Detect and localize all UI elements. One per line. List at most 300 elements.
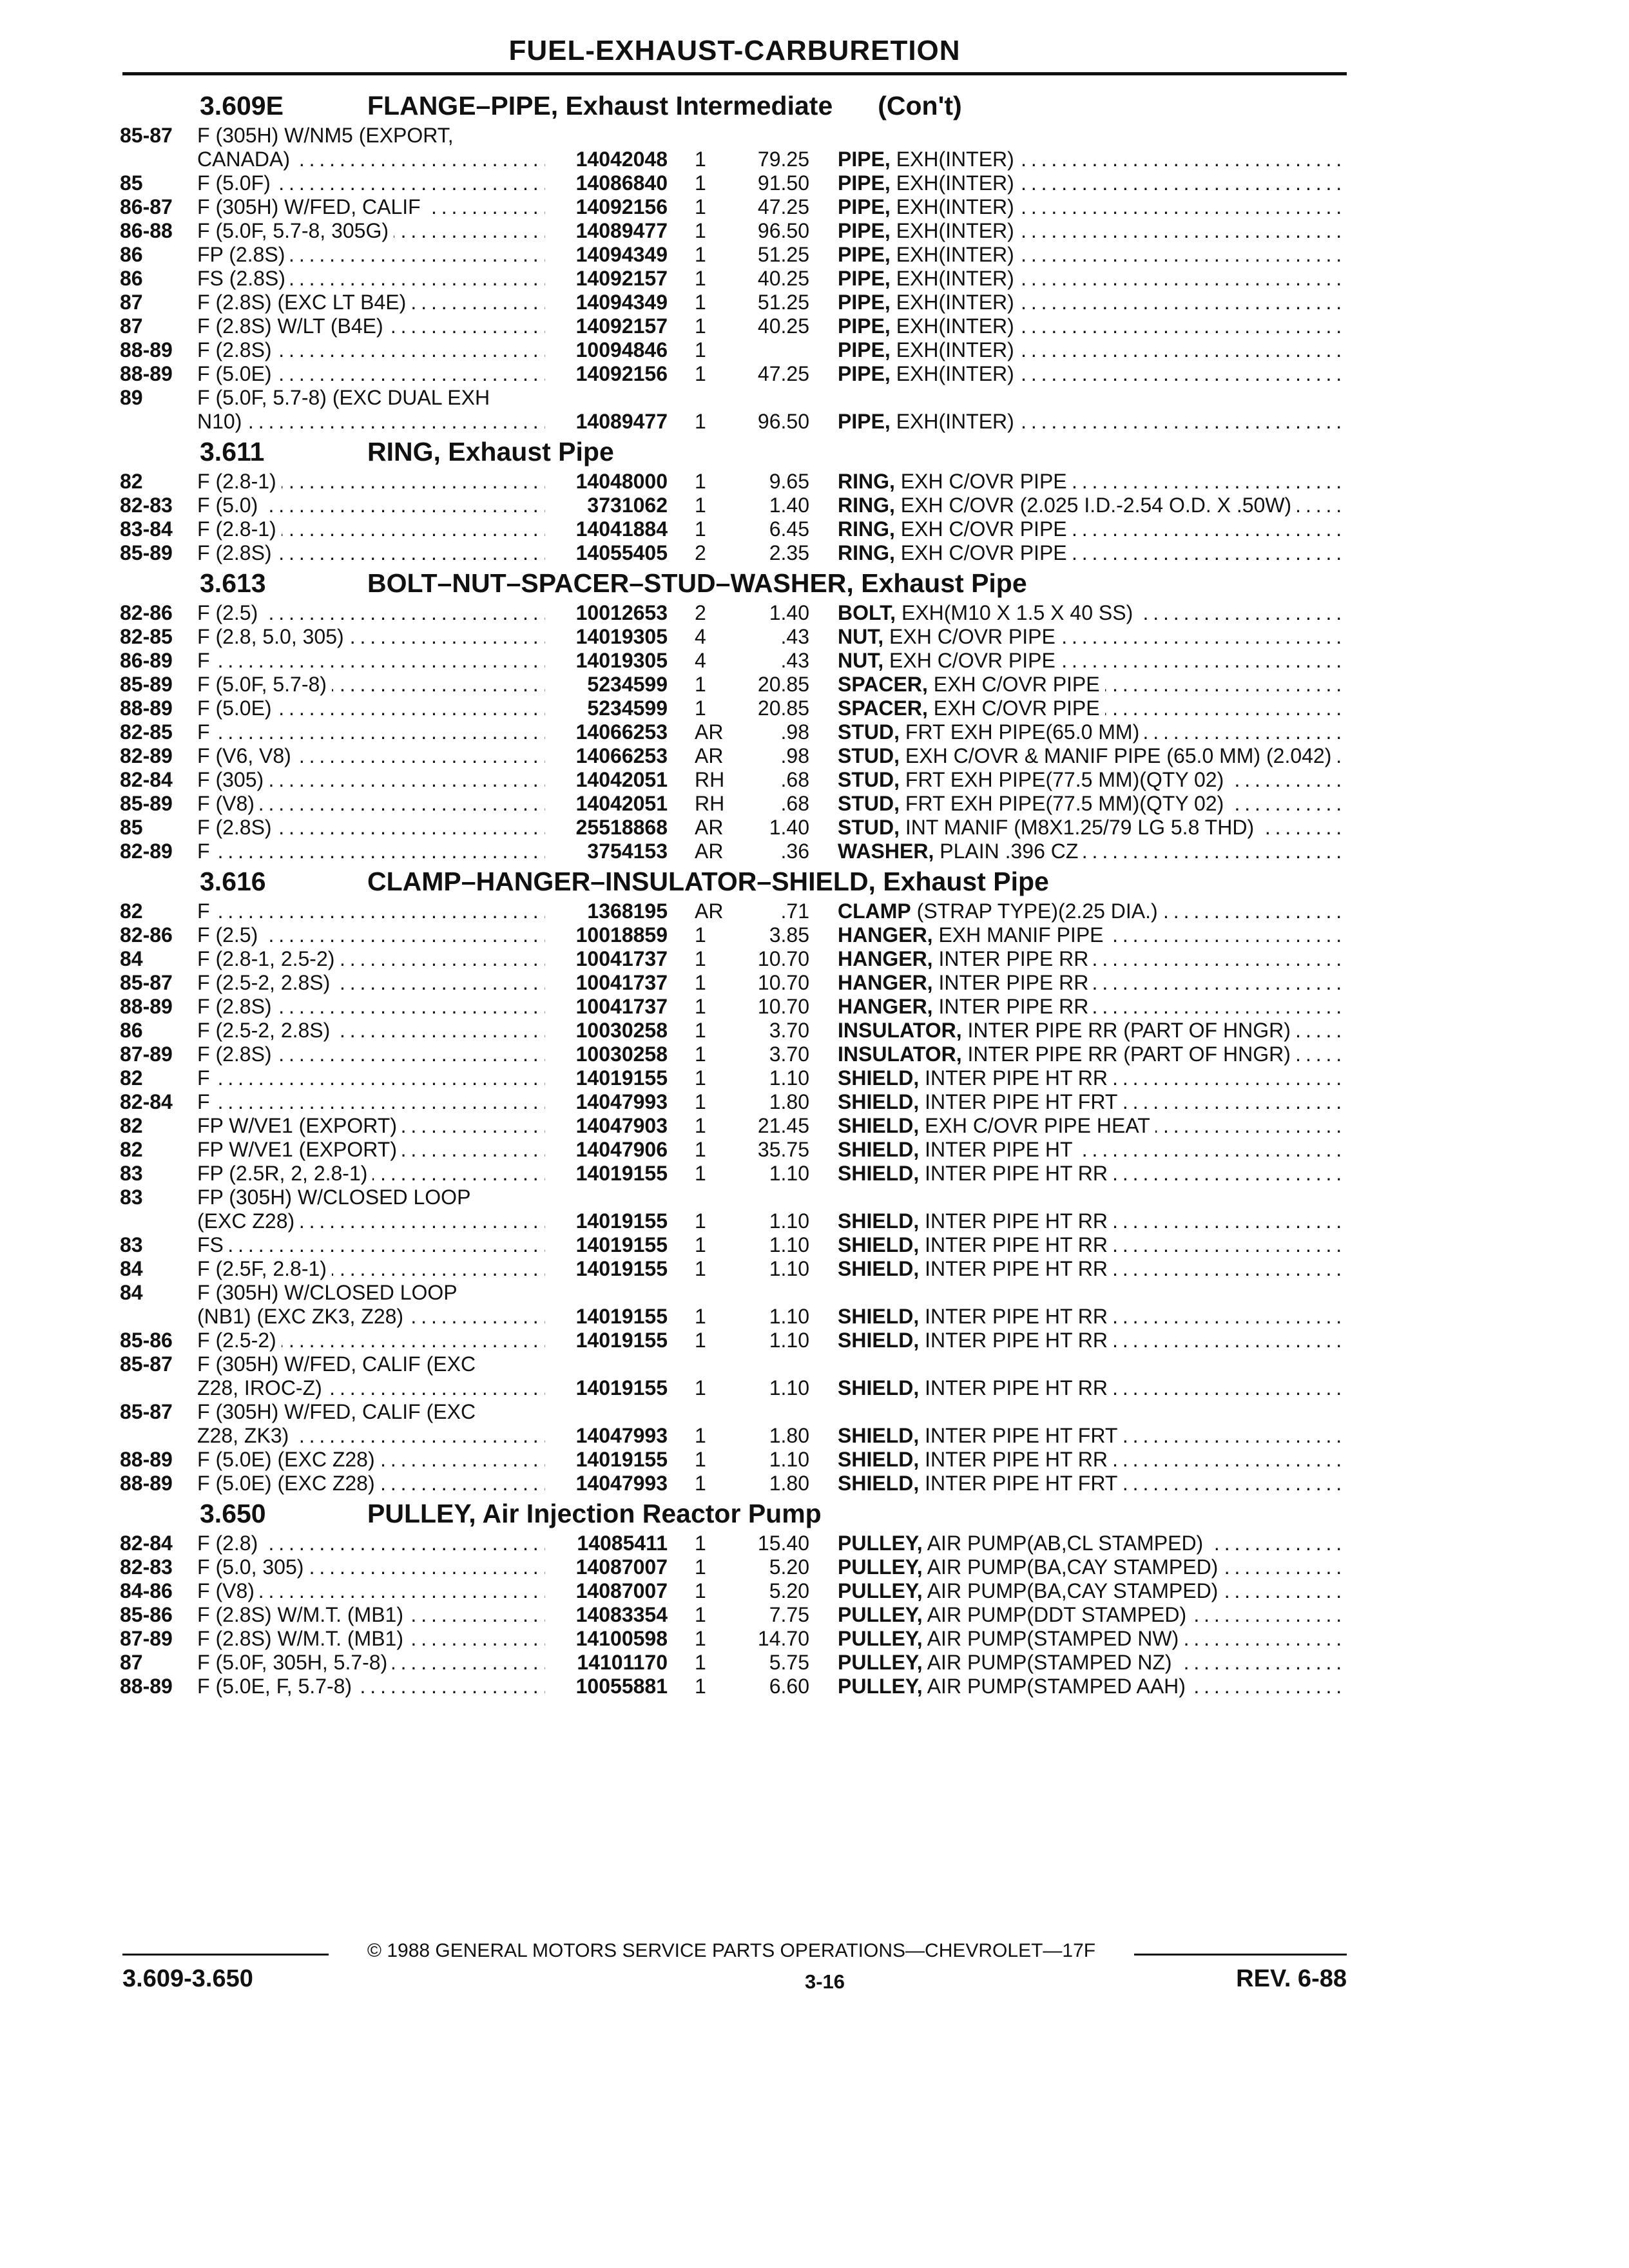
row-part-name-bold: RING, [838,494,895,517]
row-part-name [809,243,1347,267]
row-years: 82-84 [120,1090,173,1113]
row-part-name [809,1603,1347,1627]
row-part-name [809,1675,1347,1698]
row-part-name-bold: SHIELD, [838,1209,920,1233]
row-part-name [809,1162,1347,1186]
row-years: 88-89 [120,362,173,385]
row-part-name-detail: INTER PIPE HT RR [925,1162,1108,1185]
row-application-text: F (5.0, 305) [197,1555,309,1579]
row-application-text: F (5.0E) (EXC Z28) [197,1448,380,1471]
row-part-name-detail: INTER PIPE HT RR [925,1305,1108,1328]
row-price: 3.85 [769,923,809,947]
row-part-number: 14047993 [575,1090,668,1113]
row-price: 21.45 [757,1114,809,1137]
row-part-name-detail: EXH C/OVR PIPE [900,517,1067,541]
row-quantity: 1 [695,362,706,385]
table-row [120,541,1347,565]
row-application [197,673,545,697]
row-price: 5.75 [769,1651,809,1674]
row-years: 85-89 [120,673,173,696]
row-part-name [809,338,1347,362]
row-part-number: 14047903 [575,1114,668,1137]
table-row [120,362,1347,386]
row-part-name-text [838,995,1094,1018]
row-quantity: 1 [695,314,706,338]
row-part-name [809,517,1347,541]
table-row [120,1162,1347,1186]
table-row [120,1043,1347,1066]
row-application [197,267,545,291]
header-rule [122,72,1347,75]
row-years: 83-84 [120,517,173,541]
row-price: 20.85 [757,697,809,720]
row-quantity: 1 [695,1209,706,1233]
row-application [197,517,545,541]
row-part-number: 14089477 [575,219,668,242]
row-years: 86-88 [120,219,173,242]
row-part-name [809,720,1347,744]
table-row [120,148,1347,171]
row-application [197,768,545,792]
row-part-number: 3754153 [587,840,668,863]
row-part-number: 10012653 [575,601,668,624]
table-row [120,171,1347,195]
row-part-name-text [838,816,1259,839]
row-application-text: F (5.0E) (EXC Z28) [197,1472,380,1495]
row-years: 88-89 [120,995,173,1018]
row-part-name [809,1627,1347,1651]
row-part-name [809,649,1347,673]
row-part-name-bold: PIPE, [838,338,891,361]
table-row [120,1281,1347,1305]
row-part-name-detail: AIR PUMP(BA,CAY STAMPED) [927,1555,1219,1579]
row-application-text: F (V8) [197,792,260,815]
row-part-number: 10055881 [575,1675,668,1698]
row-application [197,1162,545,1186]
row-part-name-detail: INTER PIPE HT RR [925,1066,1108,1090]
row-part-number: 14047993 [575,1472,668,1495]
row-part-name-detail: AIR PUMP(AB,CL STAMPED) [927,1532,1204,1555]
table-row [120,1186,1347,1209]
row-part-number: 14019155 [575,1257,668,1280]
row-part-name [809,1472,1347,1495]
row-part-number: 14048000 [575,470,668,493]
row-years: 85-87 [120,124,173,147]
row-years: 82-85 [120,720,173,744]
row-application-text: F (2.8S) W/M.T. (MB1) [197,1627,409,1650]
row-years: 87 [120,1651,143,1674]
row-part-name-bold: SHIELD, [838,1066,920,1090]
row-part-name-text [838,541,1072,564]
footer-page-number: 3-16 [804,1970,845,1993]
row-part-name [809,1043,1347,1066]
row-years: 82-83 [120,1555,173,1579]
row-part-name-text [838,768,1229,791]
row-price: 96.50 [757,219,809,242]
row-application-text: F (2.8S) [197,816,277,839]
section-heading [120,565,1347,601]
row-part-number: 14042051 [575,768,668,791]
row-part-name-detail: INTER PIPE HT [925,1138,1073,1161]
row-price: 96.50 [757,410,809,433]
row-part-name-bold: INSULATOR, [838,1043,962,1066]
row-application [197,744,545,768]
row-application [197,1472,545,1495]
row-part-name-detail: EXH(INTER) [896,291,1014,314]
row-application [197,1424,545,1448]
row-part-name-text [838,1329,1113,1352]
table-row [120,243,1347,267]
row-part-number: 14019155 [575,1209,668,1233]
row-price: 20.85 [757,673,809,696]
row-years: 83 [120,1186,143,1209]
row-quantity: 1 [695,673,706,696]
row-part-name-bold: SHIELD, [838,1114,920,1137]
row-years: 89 [120,386,143,409]
row-part-name-bold: RING, [838,470,895,493]
row-application-text: F (V8) [197,1579,260,1602]
row-part-name [809,410,1347,434]
row-part-name-bold: PULLEY, [838,1532,923,1555]
row-part-name-text [838,314,1019,338]
row-application [197,1043,545,1066]
table-row [120,816,1347,840]
table-row [120,219,1347,243]
row-part-name-text [838,1651,1177,1674]
row-application-text: F (5.0E) [197,362,277,385]
row-years: 82 [120,899,143,923]
row-part-name-bold: PIPE, [838,267,891,290]
row-application [197,362,545,386]
section-heading [120,863,1347,899]
row-part-name-bold: SHIELD, [838,1329,920,1352]
row-part-number: 14019155 [575,1305,668,1328]
table-row [120,697,1347,720]
row-application-text: F [197,899,215,923]
row-application [197,625,545,649]
row-years: 87-89 [120,1043,173,1066]
row-quantity: AR [695,720,724,744]
row-application-text: F (2.8S) [197,1043,277,1066]
row-part-name-text [838,720,1144,744]
row-application-text: F (2.5-2, 2.8S) [197,1019,335,1042]
row-application [197,1603,545,1627]
row-application-text: F (305H) W/FED, CALIF [197,195,426,218]
row-part-name [809,792,1347,816]
table-row [120,386,1347,410]
row-part-name-detail: EXH(INTER) [896,410,1014,433]
row-quantity: 1 [695,1138,706,1161]
row-part-number: 14101170 [577,1651,668,1674]
row-years: 82-89 [120,744,173,767]
row-application-text: (NB1) (EXC ZK3, Z28) [197,1305,409,1328]
row-part-name-detail: AIR PUMP(STAMPED NZ) [927,1651,1172,1674]
row-part-number: 14089477 [575,410,668,433]
row-part-number: 14042048 [575,148,668,171]
row-application [197,1651,545,1675]
row-years: 88-89 [120,1472,173,1495]
row-part-number: 10094846 [575,338,668,361]
row-part-number: 14100598 [575,1627,668,1650]
row-part-name-text [838,673,1105,696]
row-years: 86 [120,1019,143,1042]
table-row [120,1651,1347,1675]
row-application-text: FS [197,1233,229,1256]
row-price: .98 [780,744,809,767]
row-part-name-text [838,697,1105,720]
row-years: 84 [120,1281,143,1304]
table-row [120,1090,1347,1114]
table-row [120,494,1347,517]
row-part-name-bold: PULLEY, [838,1603,923,1626]
table-row [120,1233,1347,1257]
row-part-name-text [838,291,1019,314]
table-row [120,971,1347,995]
row-part-name-detail: INTER PIPE RR [938,971,1089,994]
row-application [197,720,545,744]
row-part-name-text [838,338,1019,361]
row-part-name-text [838,1376,1113,1399]
row-price: .68 [780,792,809,815]
row-quantity: 1 [695,1424,706,1447]
row-part-name-bold: HANGER, [838,923,933,947]
row-quantity: 1 [695,291,706,314]
section-number: 3.650 [200,1498,266,1528]
row-part-name-bold: INSULATOR, [838,1019,962,1042]
row-years: 82 [120,470,143,493]
section-number: 3.613 [200,568,266,598]
footer-section-range: 3.609-3.650 [122,1965,253,1992]
row-part-name-bold: SHIELD, [838,1233,920,1256]
row-quantity: RH [695,792,725,815]
row-application [197,947,545,971]
row-part-name-bold: PIPE, [838,148,891,171]
row-part-name [809,744,1347,768]
row-part-name [809,1579,1347,1603]
row-price: 5.20 [769,1579,809,1602]
row-part-name-text [838,410,1019,433]
row-part-name [809,470,1347,494]
row-part-name-detail: INTER PIPE HT RR [925,1209,1108,1233]
row-part-number: 5234599 [587,697,668,720]
row-application [197,1305,545,1329]
row-price: 47.25 [757,195,809,218]
row-application-text: F [197,1066,215,1090]
table-row [120,840,1347,863]
table-row [120,1352,1347,1376]
row-application-text: F (5.0) [197,494,263,517]
table-row [120,291,1347,314]
row-application-text: F (2.8S) W/M.T. (MB1) [197,1603,409,1626]
row-part-name-detail: INTER PIPE HT RR [925,1376,1108,1399]
table-row [120,1066,1347,1090]
row-part-name-detail: EXH C/OVR PIPE [933,697,1100,720]
row-years: 85-89 [120,541,173,564]
row-part-name [809,840,1347,863]
row-price: 1.10 [769,1305,809,1328]
row-quantity: RH [695,768,725,791]
row-part-name-text [838,195,1019,218]
row-part-name-text [838,601,1138,624]
row-part-name-bold: PULLEY, [838,1651,923,1674]
row-part-number: 14019155 [575,1233,668,1256]
row-application [197,1090,545,1114]
table-row [120,410,1347,434]
row-part-name-bold: PULLEY, [838,1555,923,1579]
row-application-text: FS (2.8S) [197,267,291,290]
table-row [120,1675,1347,1698]
table-row [120,1257,1347,1281]
row-part-number: 14066253 [575,720,668,744]
row-application-text: Z28, ZK3) [197,1424,294,1447]
row-quantity: 1 [695,517,706,541]
row-part-name-text [838,494,1296,517]
row-quantity: 2 [695,601,706,624]
table-row [120,1329,1347,1352]
row-part-name-bold: PIPE, [838,195,891,218]
row-years: 82-84 [120,1532,173,1555]
row-part-name-detail: EXH C/OVR & MANIF PIPE (65.0 MM) (2.042) [905,744,1332,767]
footer-copyright: © 1988 GENERAL MOTORS SERVICE PARTS OPERATIONS—CHEVROLET—17F [367,1940,1096,1961]
row-part-name-bold: PIPE, [838,171,891,195]
row-part-name-text [838,923,1109,947]
row-application [197,1579,545,1603]
row-price: 79.25 [757,148,809,171]
row-price: 10.70 [757,947,809,970]
row-price: 9.65 [769,470,809,493]
row-part-name-text [838,1019,1296,1042]
row-part-name-detail: EXH(INTER) [896,243,1014,266]
row-part-name-detail: AIR PUMP(STAMPED NW) [927,1627,1179,1650]
row-quantity: 1 [695,1233,706,1256]
row-part-name-detail: INTER PIPE HT RR [925,1257,1108,1280]
row-part-number: 14092157 [575,267,668,290]
row-application-text: F (2.5) [197,601,263,624]
row-part-name-detail: EXH MANIF PIPE [938,923,1104,947]
row-application [197,840,545,863]
row-quantity: 1 [695,1257,706,1280]
row-application-text: N10) [197,410,247,433]
row-part-name-detail: EXH(INTER) [896,148,1014,171]
row-quantity: 1 [695,1162,706,1185]
row-application [197,697,545,720]
row-application-text: F (2.8-1) [197,517,282,541]
row-part-name [809,1233,1347,1257]
row-part-name-detail: EXH(INTER) [896,219,1014,242]
row-part-name [809,291,1347,314]
row-price: 3.70 [769,1043,809,1066]
row-quantity: 1 [695,219,706,242]
row-part-name-bold: SPACER, [838,673,928,696]
table-row [120,1019,1347,1043]
row-years: 84 [120,1257,143,1280]
row-part-name-bold: PIPE, [838,410,891,433]
row-quantity: 1 [695,1627,706,1650]
row-application [197,1627,545,1651]
section-title: FLANGE–PIPE, Exhaust Intermediate [367,90,833,120]
row-price: 1.80 [769,1472,809,1495]
row-part-name-bold: STUD, [838,744,900,767]
row-part-number: 14087007 [575,1579,668,1602]
row-years: 85-87 [120,1400,173,1423]
row-part-name-detail: INT MANIF (M8X1.25/79 LG 5.8 THD) [905,816,1255,839]
row-part-number: 25518868 [575,816,668,839]
row-quantity: 1 [695,470,706,493]
row-price: .36 [780,840,809,863]
row-years: 82 [120,1066,143,1090]
row-part-name-bold: PULLEY, [838,1579,923,1602]
table-row [120,1555,1347,1579]
table-row [120,1376,1347,1400]
row-application [197,386,545,410]
row-price: 1.10 [769,1257,809,1280]
row-application-text: F (2.5) [197,923,263,947]
row-price: 10.70 [757,971,809,994]
row-part-number: 10030258 [575,1043,668,1066]
row-part-name-detail: EXH(INTER) [896,267,1014,290]
footer-rule-right [1134,1954,1347,1956]
row-years: 86-87 [120,195,173,218]
row-years: 87-89 [120,1627,173,1650]
row-price: 1.10 [769,1233,809,1256]
row-part-name-bold: SHIELD, [838,1138,920,1161]
row-quantity: 1 [695,1329,706,1352]
row-application-text: FP (2.5R, 2, 2.8-1) [197,1162,372,1185]
row-part-name-detail: EXH C/OVR PIPE HEAT [925,1114,1150,1137]
row-application [197,1186,545,1209]
row-part-name-bold: SHIELD, [838,1424,920,1447]
row-part-name-bold: SHIELD, [838,1090,920,1113]
row-part-name-bold: HANGER, [838,995,933,1018]
row-part-name-text [838,362,1019,385]
row-application [197,219,545,243]
row-part-name-detail: EXH(INTER) [896,171,1014,195]
section-number: 3.611 [200,436,265,466]
row-part-number: 14094349 [575,243,668,266]
row-price: .43 [780,649,809,672]
row-application [197,971,545,995]
row-application-text: FP (305H) W/CLOSED LOOP [197,1186,476,1209]
row-part-number: 14085411 [577,1532,668,1555]
row-price: 1.40 [769,816,809,839]
row-part-name [809,1114,1347,1138]
row-application [197,601,545,625]
row-price: 6.45 [769,517,809,541]
row-part-name-bold: CLAMP [838,899,911,923]
table-row [120,195,1347,219]
row-part-name [809,1066,1347,1090]
row-part-number: 14092156 [575,362,668,385]
row-part-name-detail: EXH C/OVR PIPE [900,541,1067,564]
row-quantity: 1 [695,1555,706,1579]
row-years: 85-86 [120,1603,173,1626]
row-part-name-bold: PIPE, [838,362,891,385]
row-part-number: 14094349 [575,291,668,314]
row-application [197,1532,545,1555]
row-part-name [809,923,1347,947]
row-part-name [809,494,1347,517]
row-price: 1.10 [769,1376,809,1399]
row-part-name-text [838,1603,1191,1626]
table-row [120,947,1347,971]
row-application-text: F (2.8-1) [197,470,282,493]
row-part-name-detail: AIR PUMP(STAMPED AAH) [927,1675,1186,1698]
row-part-name-detail: (STRAP TYPE)(2.25 DIA.) [916,899,1158,923]
row-application-text: F (2.8S) [197,338,277,361]
row-years: 82-83 [120,494,173,517]
row-years: 86-89 [120,649,173,672]
table-row [120,792,1347,816]
